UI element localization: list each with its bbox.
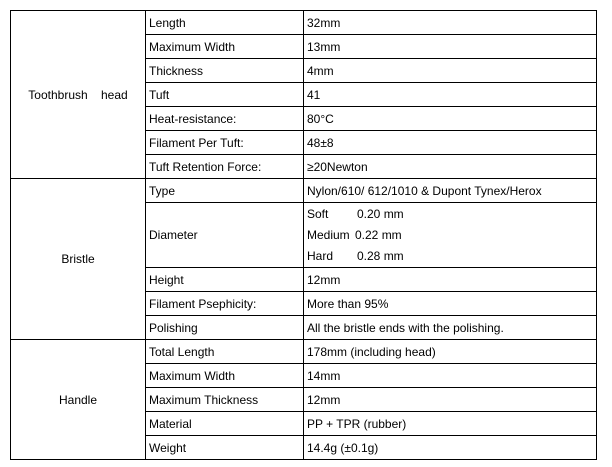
spec-label: Diameter [146, 203, 304, 268]
spec-value: 48±8 [304, 131, 597, 155]
spec-label: Filament Psephicity: [146, 292, 304, 316]
diameter-size: 0.28 mm [357, 248, 404, 263]
spec-label: Total Length [146, 340, 304, 364]
spec-label: Length [146, 11, 304, 35]
group-label: Bristle [11, 179, 146, 340]
diameter-grade: Soft [307, 206, 329, 221]
spec-label: Filament Per Tuft: [146, 131, 304, 155]
spec-value: PP + TPR (rubber) [304, 412, 597, 436]
spec-table [10, 10, 597, 460]
table-row [11, 340, 597, 364]
spec-value: ≥20Newton [304, 155, 597, 179]
group-label: Handle [11, 340, 146, 460]
diameter-grade: Hard [307, 248, 334, 263]
spec-value: 14mm [304, 364, 597, 388]
spec-label: Thickness [146, 59, 304, 83]
diameter-size: 0.22 mm [355, 227, 402, 242]
diameter-line [307, 246, 593, 267]
diameter-line [307, 225, 593, 246]
group-label: Toothbrush head [11, 11, 146, 179]
spec-value: 4mm [304, 59, 597, 83]
spec-label: Tuft Retention Force: [146, 155, 304, 179]
spec-label: Type [146, 179, 304, 203]
spec-label: Maximum Thickness [146, 388, 304, 412]
spec-value: 178mm (including head) [304, 340, 597, 364]
spec-label: Height [146, 268, 304, 292]
spec-value: 14.4g (±0.1g) [304, 436, 597, 460]
diameter-values [304, 203, 597, 268]
spec-label: Polishing [146, 316, 304, 340]
spec-label: Material [146, 412, 304, 436]
spec-value: All the bristle ends with the polishing. [304, 316, 597, 340]
spec-value: More than 95% [304, 292, 597, 316]
spec-label: Maximum Width [146, 35, 304, 59]
spec-value: 32mm [304, 11, 597, 35]
diameter-grade: Medium [307, 227, 350, 242]
spec-value: 12mm [304, 268, 597, 292]
spec-label: Weight [146, 436, 304, 460]
spec-value: 80°C [304, 107, 597, 131]
spec-value: 13mm [304, 35, 597, 59]
spec-label: Maximum Width [146, 364, 304, 388]
spec-value: 41 [304, 83, 597, 107]
spec-label: Tuft [146, 83, 304, 107]
spec-value: Nylon/610/ 612/1010 & Dupont Tynex/Herox [304, 179, 597, 203]
diameter-line [307, 204, 593, 225]
spec-label: Heat-resistance: [146, 107, 304, 131]
table-row [11, 179, 597, 203]
table-row [11, 11, 597, 35]
spec-value: 12mm [304, 388, 597, 412]
diameter-size: 0.20 mm [357, 206, 404, 221]
